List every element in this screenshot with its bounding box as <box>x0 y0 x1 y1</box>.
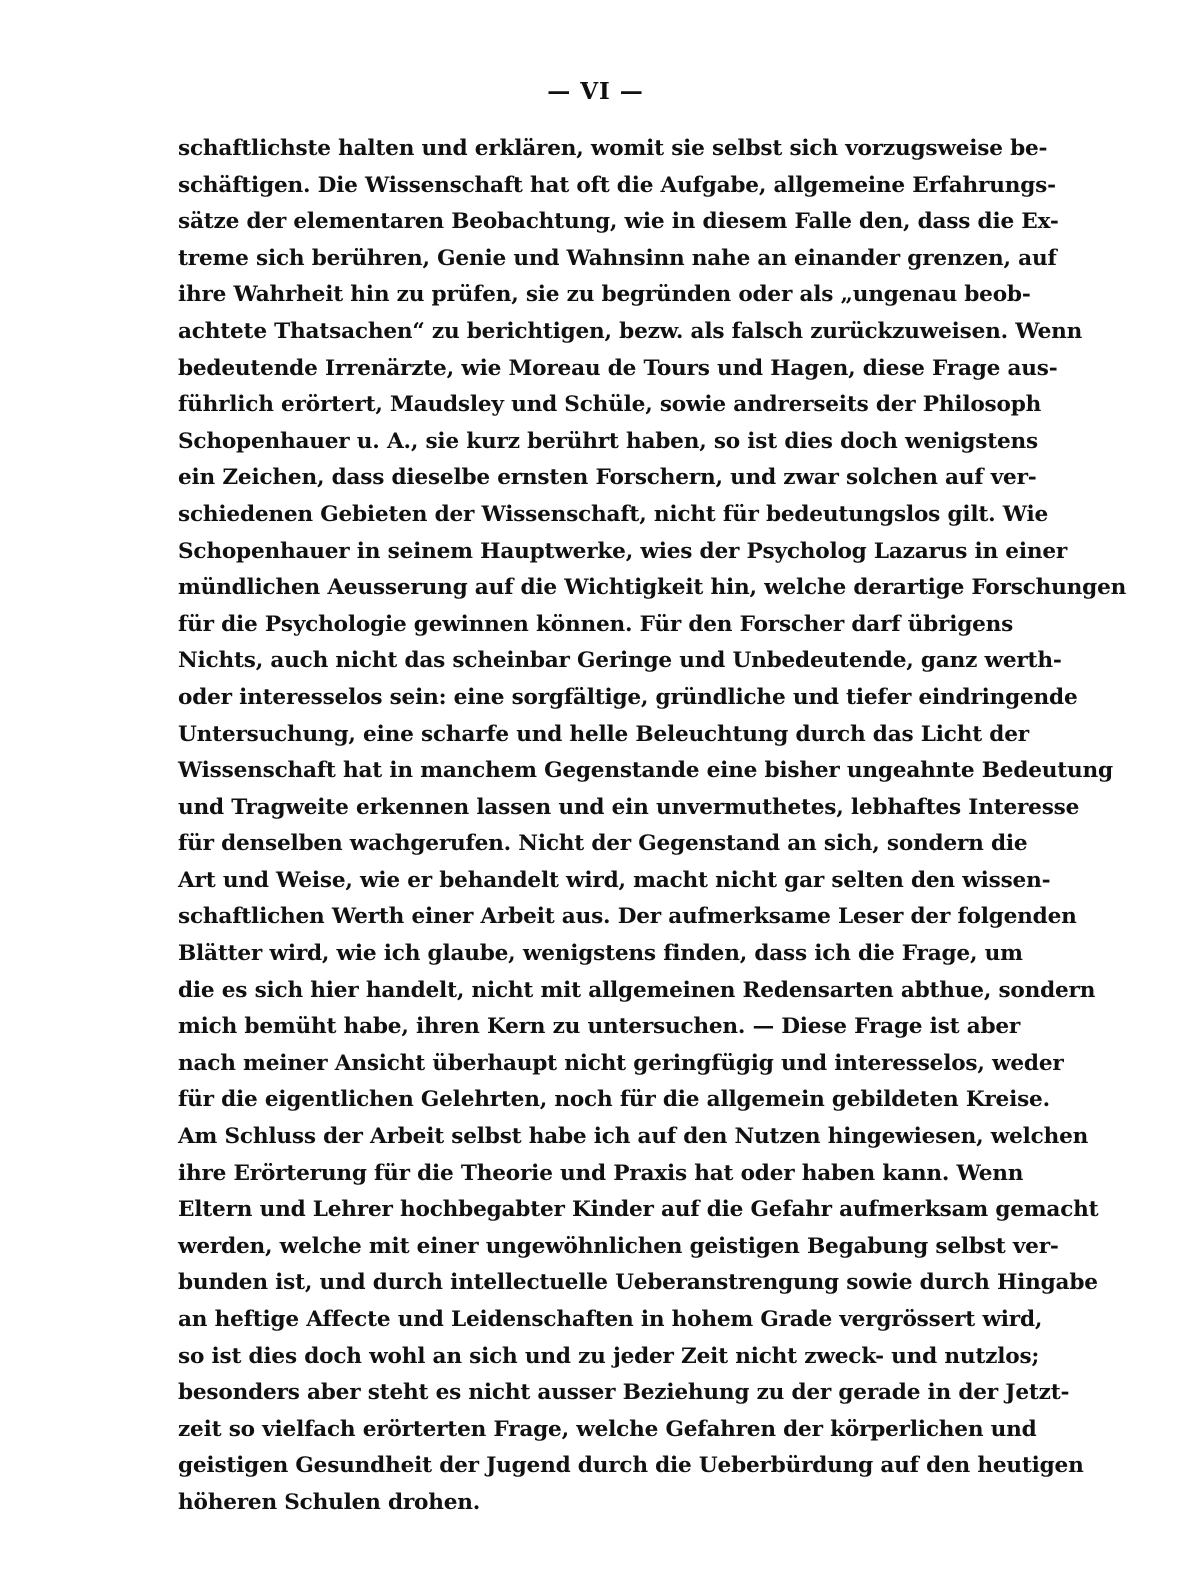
text-line: sätze der elementaren Beobachtung, wie in diesem Falle den, dass die Ex- <box>178 209 1059 235</box>
text-line: an heftige Affecte und Leidenschaften in hohem Grade vergrössert wird, <box>178 1307 1043 1332</box>
text-line: Schopenhauer in seinem Hauptwerke, wies der Psycholog Lazarus in einer <box>178 538 1068 564</box>
text-line: schaftlichste halten und erklären, womit sie selbst sich vorzugsweise be- <box>178 136 1048 161</box>
text-line: Wissenschaft hat in manchem Gegenstande eine bisher ungeahnte Bedeutung <box>178 758 1113 784</box>
text-line: mich bemüht habe, ihren Kern zu untersuchen. — Diese Frage ist aber <box>178 1014 1021 1040</box>
page-number: — VI — <box>547 78 644 105</box>
text-line: schaftlichen Werth einer Arbeit aus. Der aufmerksame Leser der folgenden <box>178 904 1077 930</box>
text-line: ihre Erörterung für die Theorie und Praxis hat oder haben kann. Wenn <box>178 1160 1024 1186</box>
text-line: mündlichen Aeusserung auf die Wichtigkeit hin, welche derartige Forschungen <box>178 575 1127 601</box>
text-line-last: höheren Schulen drohen. <box>178 1489 481 1515</box>
text-line: oder interesselos sein: eine sorgfältige, gründliche und tiefer eindringende <box>178 684 1078 710</box>
text-line: für denselben wachgerufen. Nicht der Gegenstand an sich, sondern die <box>178 831 1028 857</box>
text-line: bedeutende Irrenärzte, wie Moreau de Tours und Hagen, diese Frage aus- <box>178 355 1058 381</box>
text-line: werden, welche mit einer ungewöhnlichen geistigen Begabung selbst ver- <box>178 1233 1059 1259</box>
text-line: Eltern und Lehrer hochbegabter Kinder auf die Gefahr aufmerksam gemacht <box>178 1197 1099 1223</box>
text-line: führlich erörtert, Maudsley und Schüle, sowie andrerseits der Philosoph <box>178 392 1042 418</box>
text-line: nach meiner Ansicht überhaupt nicht geringfügig und interesselos, weder <box>178 1050 1064 1076</box>
text-line: Nichts, auch nicht das scheinbar Geringe und Unbedeutende, ganz werth- <box>178 648 1062 674</box>
text-line: achtete Thatsachen“ zu berichtigen, bezw. als falsch zurückzuweisen. Wenn <box>178 318 1083 344</box>
text-line: ein Zeichen, dass dieselbe ernsten Forschern, und zwar solchen auf ver- <box>178 465 1037 491</box>
text-line: so ist dies doch wohl an sich und zu jeder Zeit nicht zweck- und nutzlos; <box>178 1343 1040 1369</box>
text-line: besonders aber steht es nicht ausser Beziehung zu der gerade in der Jetzt- <box>178 1380 1070 1406</box>
text-line: schäftigen. Die Wissenschaft hat oft die Aufgabe, allgemeine Erfahrungs- <box>178 172 1056 198</box>
text-line: geistigen Gesundheit der Jugend durch die Ueberbürdung auf den heutigen <box>178 1453 1084 1479</box>
text-line: Untersuchung, eine scharfe und helle Beleuchtung durch das Licht der <box>178 721 1029 747</box>
text-line: Am Schluss der Arbeit selbst habe ich auf den Nutzen hingewiesen, welchen <box>178 1124 1089 1150</box>
text-line: bunden ist, und durch intellectuelle Ueberanstrengung sowie durch Hingabe <box>178 1270 1098 1296</box>
text-line: und Tragweite erkennen lassen und ein unvermuthetes, lebhaftes Interesse <box>178 794 1080 820</box>
text-line: Art und Weise, wie er behandelt wird, macht nicht gar selten den wissen- <box>178 867 1051 893</box>
body-text <box>178 131 1127 1522</box>
text-line: zeit so vielfach erörterten Frage, welche Gefahren der körperlichen und <box>178 1416 1037 1442</box>
text-line: die es sich hier handelt, nicht mit allgemeinen Redensarten abthue, sondern <box>178 977 1096 1003</box>
text-line: Blätter wird, wie ich glaube, wenigstens finden, dass ich die Frage, um <box>178 941 1023 967</box>
text-line: ihre Wahrheit hin zu prüfen, sie zu begründen oder als „ungenau beob- <box>178 282 1031 308</box>
text-line: für die eigentlichen Gelehrten, noch für die allgemein gebildeten Kreise. <box>178 1087 1050 1113</box>
text-line: treme sich berühren, Genie und Wahnsinn nahe an einander grenzen, auf <box>178 245 1057 271</box>
text-line: Schopenhauer u. A., sie kurz berührt haben, so ist dies doch wenigstens <box>178 428 1038 454</box>
text-line: für die Psychologie gewinnen können. Für den Forscher darf übrigens <box>178 611 1014 637</box>
text-line: schiedenen Gebieten der Wissenschaft, nicht für bedeutungslos gilt. Wie <box>178 501 1048 527</box>
